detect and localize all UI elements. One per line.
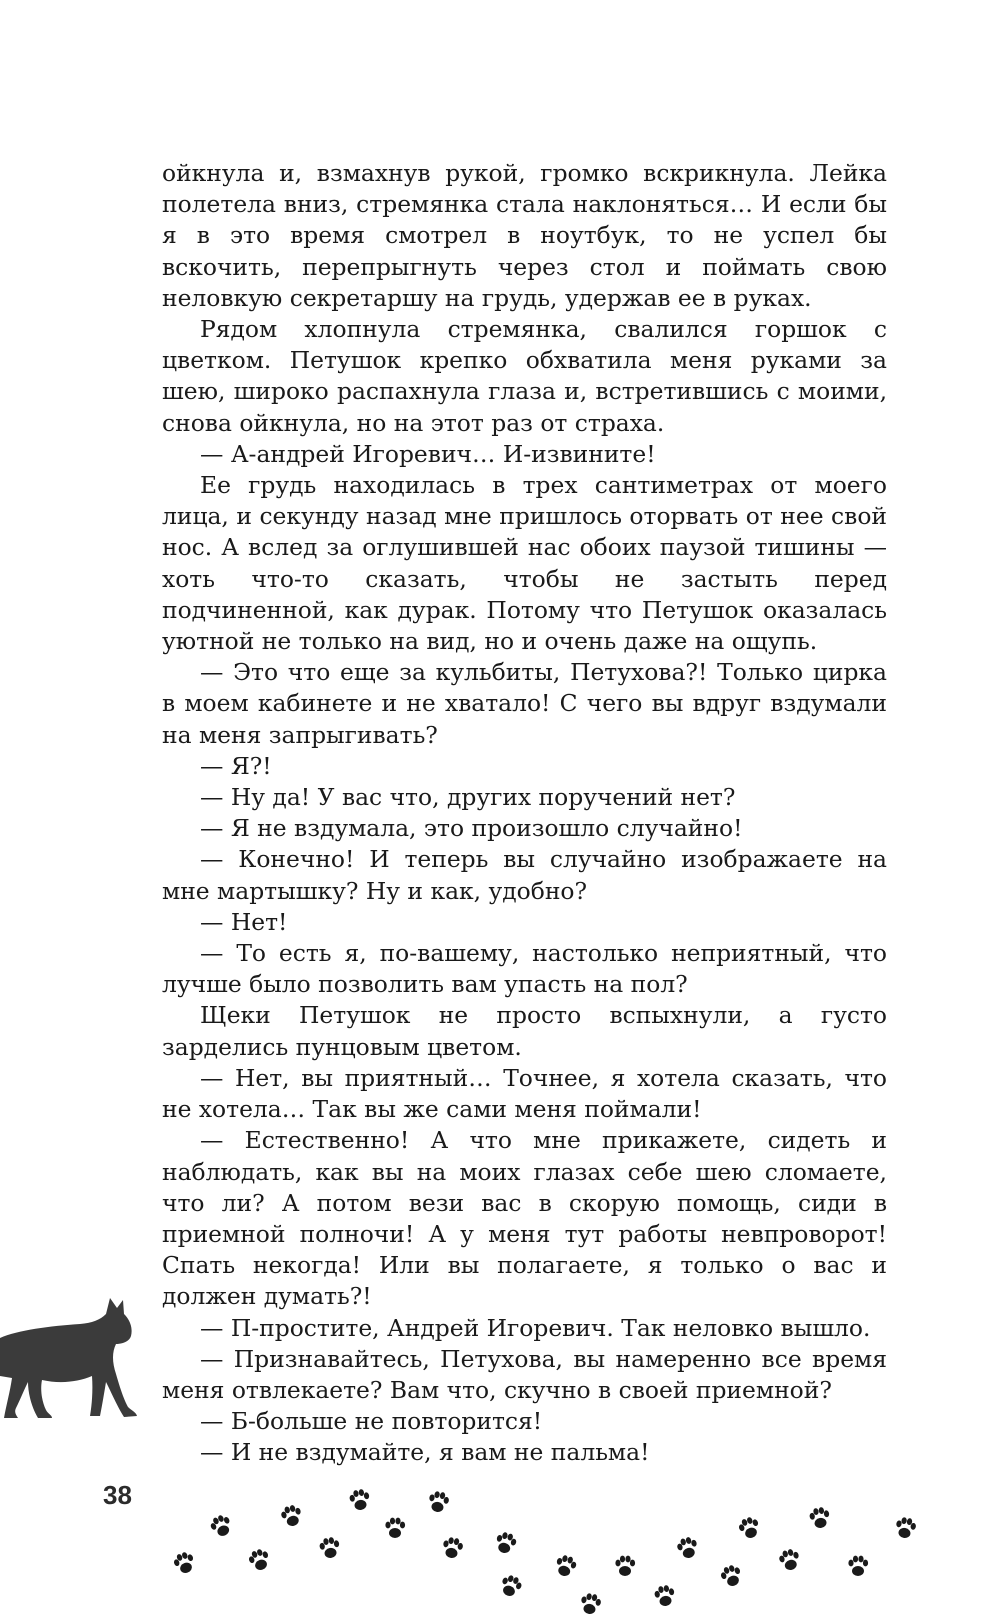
paw-print-icon bbox=[494, 1531, 518, 1556]
paragraph: — П-простите, Андрей Игоревич. Так неловко вышло. bbox=[200, 1313, 871, 1342]
paragraph: Ее грудь находилась в трех сантиметрах от моего лица, и секунду назад мне пришлось оторвать от нее свой нос. А вслед за оглушившей нас обоих паузой тишины — хоть что-то сказать, чтобы не застыть перед подчиненной, как дурак. Потому что Петушок оказалась уютной не только на вид, но и очень даже на ощупь. bbox=[162, 471, 887, 656]
paragraph: — И не вздумайте, я вам не пальма! bbox=[200, 1438, 650, 1467]
paw-print-icon bbox=[894, 1516, 917, 1540]
paw-print-icon bbox=[441, 1536, 464, 1560]
paw-print-icon bbox=[615, 1556, 635, 1576]
paragraph: — Это что еще за кульбиты, Петухова?! Только цирка в моем кабинете и не хватало! С чего вы вдруг вздумали на меня запрыгивать? bbox=[162, 658, 887, 749]
paw-print-icon bbox=[208, 1512, 234, 1539]
paw-print-icon bbox=[427, 1490, 450, 1514]
paw-print-icon bbox=[848, 1556, 868, 1576]
paw-print-icon bbox=[737, 1515, 762, 1541]
paw-print-icon bbox=[498, 1573, 523, 1599]
paragraph: — Признавайтесь, Петухова, вы намеренно все время меня отвлекаете? Вам что, скучно в своей приемной? bbox=[162, 1344, 887, 1404]
paw-print-icon bbox=[808, 1506, 831, 1530]
paw-print-icon bbox=[385, 1518, 405, 1538]
paragraph: — А-андрей Игоревич… И-извините! bbox=[200, 439, 656, 468]
paw-print-icon bbox=[280, 1503, 304, 1528]
paw-print-icon bbox=[719, 1563, 744, 1589]
paw-print-icon bbox=[247, 1547, 272, 1573]
paragraph: — Я не вздумала, это произошло случайно! bbox=[200, 814, 743, 843]
body-text bbox=[162, 158, 887, 1469]
paw-print-icon bbox=[348, 1488, 371, 1512]
paw-print-icon bbox=[318, 1536, 341, 1560]
page-number: 38 bbox=[103, 1480, 132, 1510]
paw-print-trail bbox=[0, 1470, 1000, 1616]
paragraph: — Ну да! У вас что, других поручений нет? bbox=[200, 783, 736, 812]
paragraph: ойкнула и, взмахнув рукой, громко вскрикнула. Лейка полетела вниз, стремянка стала наклоняться… И если бы я в это время смотрел в ноутбук, то не успел бы вскочить, перепрыгнуть через стол и поймать свою неловкую секретаршу на грудь, удержав ее в руках. bbox=[162, 159, 887, 312]
paw-print-icon bbox=[653, 1584, 676, 1608]
paragraph: — То есть я, по-вашему, настолько неприятный, что лучше было позволить вам упасть на пол? bbox=[162, 939, 887, 999]
paragraph: — Я?! bbox=[200, 751, 272, 780]
paragraph: — Естественно! А что мне прикажете, сидеть и наблюдать, как вы на моих глазах себе шею сломаете, что ли? А потом вези вас в скорую помощь, сиди в приемной полночи! А у меня тут работы невпроворот! Спать некогда! Или вы полагаете, я только о вас и должен думать?! bbox=[162, 1126, 887, 1311]
cat-silhouette-icon bbox=[0, 1290, 142, 1420]
paragraph: Рядом хлопнула стремянка, свалился горшок с цветком. Петушок крепко обхватила меня руками за шею, широко распахнула глаза и, встретившись с моими, снова ойкнула, но на этот раз от страха. bbox=[162, 315, 887, 437]
paragraph: — Нет! bbox=[200, 907, 288, 936]
paw-print-icon bbox=[172, 1550, 197, 1576]
paw-print-icon bbox=[778, 1547, 802, 1572]
paragraph: — Б-больше не повторится! bbox=[200, 1407, 543, 1436]
paragraph: Щеки Петушок не просто вспыхнули, а густо зарделись пунцовым цветом. bbox=[162, 1001, 887, 1061]
paw-print-icon bbox=[676, 1535, 700, 1560]
paw-print-icon bbox=[554, 1554, 578, 1579]
paw-print-icon bbox=[579, 1592, 602, 1616]
paragraph: — Нет, вы приятный… Точнее, я хотела сказать, что не хотела… Так вы же сами меня поймали! bbox=[162, 1063, 887, 1124]
paragraph: — Конечно! И теперь вы случайно изображаете на мне мартышку? Ну и как, удобно? bbox=[162, 845, 887, 905]
